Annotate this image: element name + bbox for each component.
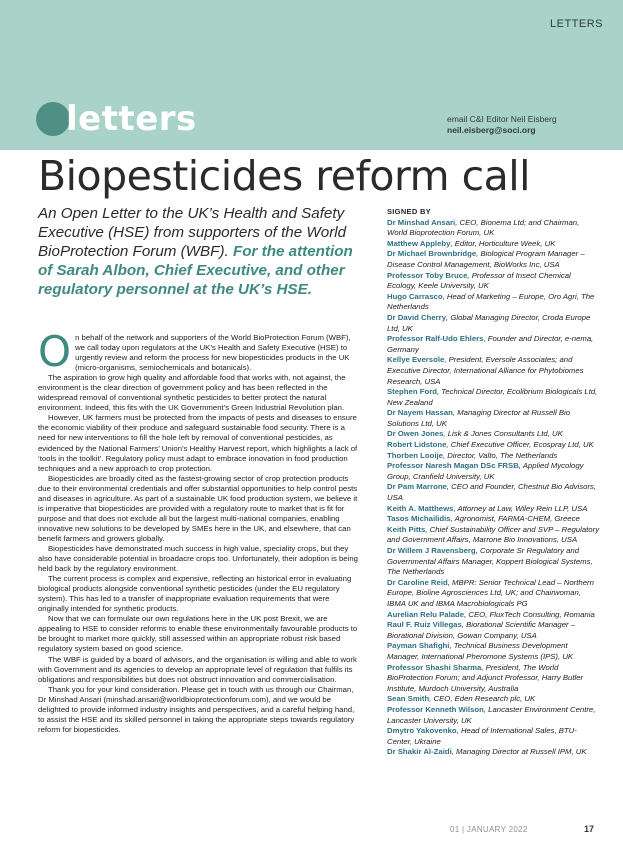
logo-text: letters — [66, 99, 197, 139]
signatory — [387, 451, 601, 462]
signatory-name: Keith Pitts — [387, 524, 426, 534]
signatory-role: , Applied Mycology Group, Cranfield University, UK — [387, 461, 584, 481]
signatory-name: Aurelian Relu Palade — [387, 609, 465, 619]
page-title: Biopesticides reform call — [38, 152, 531, 200]
signatory-role: , Managing Director at Russell IPM, UK — [451, 747, 587, 757]
signatory-name: Dr Willem J Ravensberg — [387, 546, 476, 555]
standfirst — [38, 204, 368, 299]
signatory-role: , CEO, Eden Research plc, UK — [429, 694, 536, 704]
signatory-role: , Technical Business Development Manager, International Pheromone Systems (IPS), UK — [387, 641, 574, 661]
signatory-name: Robert Lidstone — [387, 440, 447, 450]
signatory-role: , Founder and Director, e-nema, Germany — [387, 334, 594, 354]
signatory-role: , Lisk & Jones Consultants Ltd, UK — [443, 429, 563, 439]
paragraph: The aspiration to grow high quality and affordable food that works with, not against, the environment is the clear direction of government policy and has been reflected in the widespread removal of conventional synthetic pesticides to better protect the natural environment. Indeed, this fits with the UK Government’s Green Industrial Revolution plan. — [38, 373, 346, 413]
drop-cap: O — [38, 327, 72, 376]
signatory — [387, 610, 601, 621]
signatory-name: Sean Smith — [387, 694, 430, 704]
signatory-role: , President, The World BioProtection Forum; and Adjunct Professor, Harry Butler Institute, Murdoch University, Australia — [387, 662, 584, 693]
signatory — [387, 429, 601, 440]
standfirst-intro: An Open Letter to the UK’s Health and Safety Executive (HSE) from supporters of the World BioProtection Forum (WBF). — [38, 205, 347, 260]
signatory-role: , Agronomist, FARMA-CHEM, Greece — [450, 514, 580, 524]
signatory-name: Keith A. Matthews — [387, 503, 454, 513]
signatory-role: , Editor, Horticulture Week, UK — [450, 238, 556, 248]
paragraph: Biopesticides are broadly cited as the fastest-growing sector of crop protection products due to their environmental credentials and offer substantial opportunities to help control pests and diseases in agriculture. As part of a sustainable UK food production system, we believe it is imperative that biopesticides are provided with a regulatory route to market that is fit for purpose and that does not exclude all but the largest multi-national companies, enabling innovative new solutions to be developed by SMEs here in the UK, and elsewhere, that can benefit farmers and growers globally. — [38, 473, 358, 543]
signatories-heading: SIGNED BY — [387, 207, 431, 216]
signatory-role: , Biorational Scientific Manager – Biorational Division, Gowan Company, USA — [387, 620, 576, 640]
signatory-role: , Chief Executive Officer, Ecospray Ltd, UK — [446, 440, 594, 450]
paragraph: Biopesticides have demonstrated much success in high value, speciality crops, but they also have considerable potential in broadacre crops too. Unfortunately, their adoption is being held back by the regulatory environment. — [38, 543, 358, 574]
signatory — [387, 292, 601, 313]
signatory-role: , Managing Director at Russell Bio Solutions Ltd, UK — [387, 408, 571, 428]
signatory-name: Professor Toby Bruce — [387, 270, 468, 280]
signatory — [387, 408, 601, 429]
article-body — [38, 327, 360, 735]
paragraph: However, UK farmers must be protected from the impacts of pests and diseases to ensure the economic viability of their produce and safeguard sustainable food security. There is a need for new interventions to fill the hole left by removal of conventional pesticides, as evidenced by the National Farmers’ Union’s Healthy Harvest report, which highlights a lack of ‘tools in the toolkit’. Regulatory policy must adapt to embrace innovation in food production techniques and a new approach to crop protection. — [38, 413, 358, 473]
signatory — [387, 249, 601, 270]
signatory-name: Dr David Cherry — [387, 312, 447, 322]
signatory-name: Raul F. Ruiz Villegas — [387, 620, 462, 630]
page-number: 17 — [584, 824, 595, 834]
signatory — [387, 546, 601, 578]
editor-email[interactable]: neil.eisberg@soci.org — [447, 125, 536, 135]
signatory-name: Tasos Michailidis — [387, 514, 451, 524]
signatory — [387, 694, 601, 705]
page-footer — [0, 818, 623, 842]
standfirst-attention: For the attention of Sarah Albon, Chief Executive, and other regulatory personnel at the UK’s HSE. — [38, 243, 353, 298]
signatory — [387, 663, 601, 695]
signatory — [387, 525, 601, 546]
letters-logo — [36, 100, 197, 138]
paragraph: The current process is complex and expensive, reflecting an historical error in evaluating biological products alongside conventional synthetic pesticides (under the EU regulatory system). This has led to a transfer of inappropriate evaluation requirements that were originally intended for synthetic products. — [38, 574, 352, 614]
signatory-name: Dr Shakir Al-Zaidi — [387, 747, 452, 757]
signatory-name: Payman Shafighi — [387, 641, 450, 651]
paragraph: Now that we can formulate our own regulations here in the UK post Brexit, we are appealing to HSE to consider reforms to enable these environmentally favourable products to be brought to market more quickly, still assessed within an appropriate robust risk based regulatory system based on good science. — [38, 614, 358, 654]
signatory — [387, 482, 601, 503]
signatory-role: , Head of Marketing – Europe, Oro Agri, The Netherlands — [387, 291, 595, 312]
signatory-name: Stephen Ford — [387, 387, 437, 397]
editor-contact — [447, 114, 557, 136]
signatory-role: , Technical Director, Ecolibrium Biologicals Ltd, New Zealand — [387, 387, 598, 407]
logo-dot-icon — [36, 102, 70, 136]
signatory — [387, 641, 601, 662]
signatory-name: Dr Nayem Hassan — [387, 408, 453, 418]
signatory — [387, 726, 601, 747]
signatory — [387, 355, 601, 387]
signatory-name: Hugo Carrasco — [387, 291, 443, 301]
signatory-role: , Director, Valto, The Netherlands — [442, 450, 558, 460]
signatory-name: Professor Kenneth Wilson — [387, 704, 484, 714]
signatory-name: Professor Naresh Magan DSc FRSB — [387, 461, 519, 471]
signatory — [387, 578, 601, 610]
signatory-name: Kellye Eversole — [387, 355, 445, 365]
signatory — [387, 271, 601, 292]
signatory-role: , CEO, Bionema Ltd; and Chairman, World Bioprotection Forum, UK — [387, 217, 580, 238]
editor-line: email C&I Editor Neil Eisberg — [447, 114, 557, 124]
signatories — [387, 207, 601, 758]
signatory-role: , Global Managing Director, Croda Europe Ltd, UK — [387, 312, 591, 333]
signatory-name: Matthew Appleby — [387, 238, 451, 248]
signatory-name: Professor Ralf-Udo Ehlers — [387, 334, 484, 344]
signatory-name: Dr Owen Jones — [387, 429, 444, 439]
signatory — [387, 705, 601, 726]
signatory — [387, 334, 601, 355]
signatory-role: , Head of International Sales, BTU-Center, Ukraine — [387, 726, 577, 746]
signatory-role: , Lancaster Environment Centre, Lancaster University, UK — [387, 704, 596, 725]
signatory-name: Dr Michael Brownbridge — [387, 249, 477, 259]
signatory — [387, 620, 601, 641]
signatory — [387, 239, 601, 250]
signatory-role: , Professor of Insect Chemical Ecology, Keele University, UK — [387, 270, 571, 291]
signatory-name: Professor Shashi Sharma — [387, 662, 482, 672]
signatory-role: , CEO, FluxTech Consulting, Romania — [464, 609, 595, 619]
signatory — [387, 218, 601, 239]
signatory — [387, 313, 601, 334]
signatory-role: , MBPR: Senior Technical Lead – Northern Europe, Bioline Agrosciences Ltd, UK; and Chairwoman, IBMA UK and IBMA Macrobiologicals PG — [387, 577, 594, 608]
signatory — [387, 440, 601, 451]
signatory-name: Dmytro Yakovenko — [387, 726, 457, 736]
paragraph-1 — [38, 327, 360, 376]
signatory — [387, 504, 601, 515]
signatory — [387, 387, 601, 408]
paragraph: Thank you for your kind consideration. Please get in touch with us through our Chairman, Dr Minshad Ansari (minshad.ansari@worldbioprotectionforum.com), and we would be delighted to provide informed industry insights and perspectives, and a careful helping hand, to assist the HSE and its skilled personnel in taking the appropriate steps towards regulatory reform for biopesticides. — [38, 684, 355, 734]
signatory-name: Dr Minshad Ansari — [387, 217, 456, 227]
signatory-role: , CEO and Founder, Chestnut Bio Advisors, USA — [387, 482, 597, 503]
paragraph-1-text: n behalf of the network and supporters of the World BioProtection Forum (WBF), we call today upon regulators at the UK’s Health and Safety Executive (HSE) to urgently review and reform the process for new biopesticides products in the UK (micro-organisms, semiochemicals and botanicals). — [75, 333, 351, 373]
signatory-role: , Biological Program Manager – Disease Control Management, BioWorks Inc, USA — [387, 249, 585, 269]
signatory-role: , Corporate Sr Regulatory and Governmental Affairs Manager, Koppert Biological Systems, The Netherlands — [387, 546, 593, 577]
signatory-role: , Chief Sustainability Officer and SVP – Regulatory and Government Affairs, Marrone Bio Innovations, USA — [387, 524, 600, 545]
issue-date: 01 | JANUARY 2022 — [450, 825, 528, 834]
section-label: LETTERS — [549, 18, 603, 30]
signatory — [387, 514, 601, 525]
signatory-name: Dr Caroline Reid — [387, 577, 448, 587]
signatory-role: , President, Eversole Associates; and Executive Director, International Alliance for Phytobiomes Research, USA — [387, 355, 584, 386]
signatory-name: Dr Pam Marrone — [387, 482, 447, 492]
signatory — [387, 461, 601, 482]
signatory-name: Thorben Looije — [387, 450, 443, 460]
signatory-role: , Attorney at Law, Wiley Rein LLP, USA — [453, 503, 588, 513]
paragraph: The WBF is guided by a board of advisors, and the organisation is willing and able to work with Government and its agencies to develop an appropriate level of regulation that fulfils its obligations and responsibilities but does not obstruct innovation and commercialisation. — [38, 654, 357, 684]
signatory — [387, 747, 601, 758]
